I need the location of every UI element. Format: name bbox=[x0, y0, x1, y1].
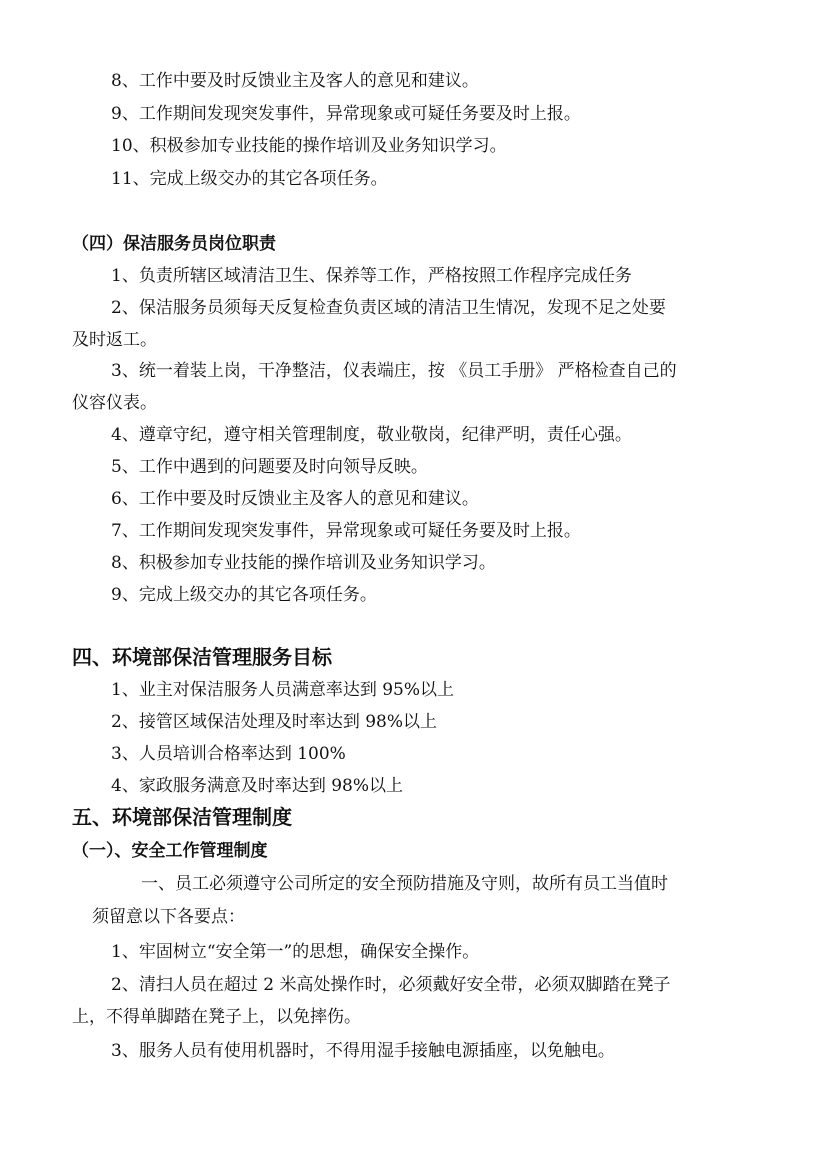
list-item: 3、服务人员有使用机器时，不得用湿手接触电源插座，以免触电。 bbox=[111, 1041, 615, 1061]
list-item: 1、业主对保洁服务人员满意率达到 95%以上 bbox=[111, 680, 455, 700]
list-item: 9、完成上级交办的其它各项任务。 bbox=[111, 585, 377, 605]
list-item: 1、牢固树立“安全第一”的思想，确保安全操作。 bbox=[111, 942, 480, 962]
list-item-continuation: 上，不得单脚踏在凳子上，以免摔伤。 bbox=[72, 1007, 361, 1027]
list-item: 3、统一着装上岗，干净整洁，仪表端庄，按 《员工手册》 严格检查自己的 bbox=[111, 361, 677, 381]
chapter-heading: 五、环境部保洁管理制度 bbox=[72, 805, 292, 829]
section-heading: （四）保洁服务员岗位职责 bbox=[72, 234, 276, 254]
list-item: 2、保洁服务员须每天反复检查负责区域的清洁卫生情况，发现不足之处要 bbox=[111, 298, 666, 318]
list-item: 4、家政服务满意及时率达到 98%以上 bbox=[111, 776, 404, 796]
list-item-continuation: 及时返工。 bbox=[72, 330, 157, 350]
list-item: 6、工作中要及时反馈业主及客人的意见和建议。 bbox=[111, 489, 479, 509]
list-item: 8、工作中要及时反馈业主及客人的意见和建议。 bbox=[111, 71, 479, 91]
list-item: 7、工作期间发现突发事件，异常现象或可疑任务要及时上报。 bbox=[111, 521, 581, 541]
paragraph-line: 一、员工必须遵守公司所定的安全预防措施及守则，故所有员工当值时 bbox=[141, 874, 668, 894]
list-item: 5、工作中遇到的问题要及时向领导反映。 bbox=[111, 457, 428, 477]
list-item-continuation: 仪容仪表。 bbox=[72, 393, 157, 413]
list-item: 2、接管区域保洁处理及时率达到 98%以上 bbox=[111, 712, 438, 732]
list-item: 8、积极参加专业技能的操作培训及业务知识学习。 bbox=[111, 553, 496, 573]
paragraph-line: 须留意以下各要点： bbox=[92, 907, 245, 927]
list-item: 9、工作期间发现突发事件，异常现象或可疑任务要及时上报。 bbox=[111, 104, 581, 124]
section-heading: （一）、安全工作管理制度 bbox=[72, 841, 268, 861]
chapter-heading: 四、环境部保洁管理服务目标 bbox=[72, 645, 332, 669]
list-item: 11、完成上级交办的其它各项任务。 bbox=[111, 169, 388, 189]
list-item: 4、遵章守纪，遵守相关管理制度，敬业敬岗，纪律严明，责任心强。 bbox=[111, 425, 632, 445]
list-item: 1、负责所辖区域清洁卫生、保养等工作，严格按照工作程序完成任务 bbox=[111, 266, 632, 286]
list-item: 2、清扫人员在超过 2 米高处操作时，必须戴好安全带，必须双脚踏在凳子 bbox=[111, 975, 671, 995]
list-item: 10、积极参加专业技能的操作培训及业务知识学习。 bbox=[111, 136, 507, 156]
list-item: 3、人员培训合格率达到 100% bbox=[111, 744, 346, 764]
